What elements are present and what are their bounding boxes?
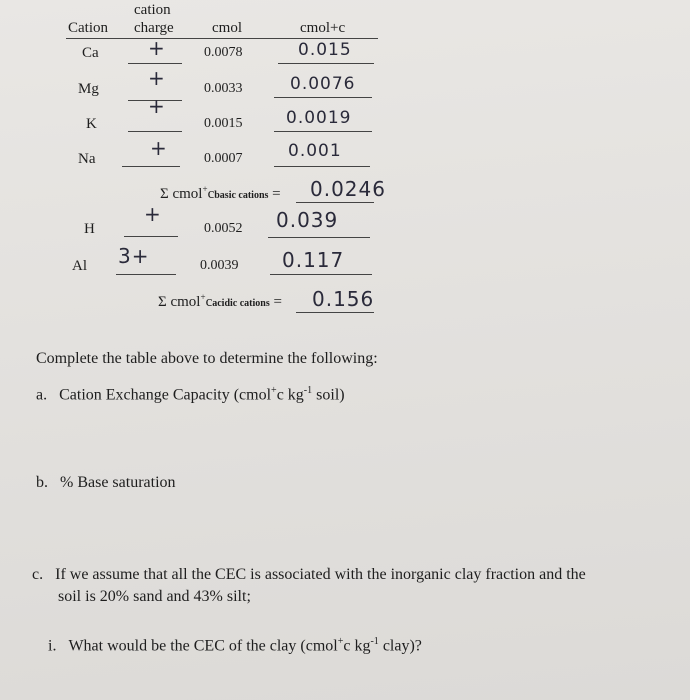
question-c-line2: soil is 20% sand and 43% silt;	[58, 588, 251, 605]
sum-basic-label: Σ cmol+cbasic cations =	[160, 184, 281, 202]
row-mg-cmol: 0.0033	[204, 81, 243, 96]
row-mg-charge: +	[148, 66, 166, 90]
row-h-cmol: 0.0052	[204, 221, 243, 236]
row-mg-cmolc-line	[274, 97, 372, 98]
row-al-charge-line	[116, 274, 176, 275]
row-k-charge-line	[128, 131, 182, 132]
row-h-cation: H	[84, 221, 95, 237]
row-al-cmol: 0.0039	[200, 258, 239, 273]
row-na-cmolc: 0.001	[288, 141, 342, 161]
sum-basic-value: 0.0246	[310, 177, 386, 201]
sum-basic-line	[296, 202, 374, 203]
sum-acidic-label: Σ cmol+cacidic cations =	[158, 292, 282, 310]
header-cmolc: cmol+c	[300, 20, 346, 36]
row-na-cation: Na	[78, 151, 96, 167]
question-a: a. Cation Exchange Capacity (cmol+c $kg^{-1}$ soil)	[36, 385, 345, 404]
row-h-cmolc-line	[268, 237, 370, 238]
header-charge-top: cation	[134, 2, 171, 18]
row-k-cation: K	[86, 116, 97, 132]
row-na-charge: +	[150, 136, 168, 160]
row-mg-cation: Mg	[78, 81, 99, 97]
sum-acidic-line	[296, 312, 374, 313]
row-al-charge: 3+	[118, 244, 150, 268]
row-na-cmol: 0.0007	[204, 151, 243, 166]
header-charge: charge	[134, 20, 174, 36]
row-ca-cmol: 0.0078	[204, 45, 243, 60]
row-al-cmolc: 0.117	[282, 248, 345, 272]
row-na-charge-line	[122, 166, 180, 167]
sum-acidic-value: 0.156	[312, 287, 375, 311]
row-ca-cation: Ca	[82, 45, 99, 61]
questions-intro: Complete the table above to determine the following:	[36, 350, 378, 367]
row-ca-charge-line	[128, 63, 182, 64]
row-mg-cmolc: 0.0076	[290, 74, 356, 94]
row-h-charge: +	[144, 202, 162, 226]
row-ca-charge: +	[148, 36, 166, 60]
row-k-cmol: 0.0015	[204, 116, 243, 131]
row-na-cmolc-line	[274, 166, 370, 167]
row-h-cmolc: 0.039	[276, 208, 339, 232]
row-ca-cmolc-line	[278, 63, 374, 64]
question-c-line1: c. If we assume that all the CEC is associated with the inorganic clay fraction and the	[32, 566, 586, 583]
row-h-charge-line	[124, 236, 178, 237]
header-rule	[66, 38, 378, 39]
row-ca-cmolc: 0.015	[298, 40, 352, 60]
row-k-cmolc: 0.0019	[286, 108, 352, 128]
row-k-charge: +	[148, 94, 166, 118]
question-c-i: i. What would be the CEC of the clay (cmol+c $kg^{-1}$ clay)?	[48, 636, 422, 655]
header-cmol: cmol	[212, 20, 242, 36]
question-b: b. % Base saturation	[36, 474, 176, 491]
header-cation: Cation	[68, 20, 108, 36]
row-k-cmolc-line	[274, 131, 372, 132]
row-al-cation: Al	[72, 258, 87, 274]
row-al-cmolc-line	[270, 274, 372, 275]
